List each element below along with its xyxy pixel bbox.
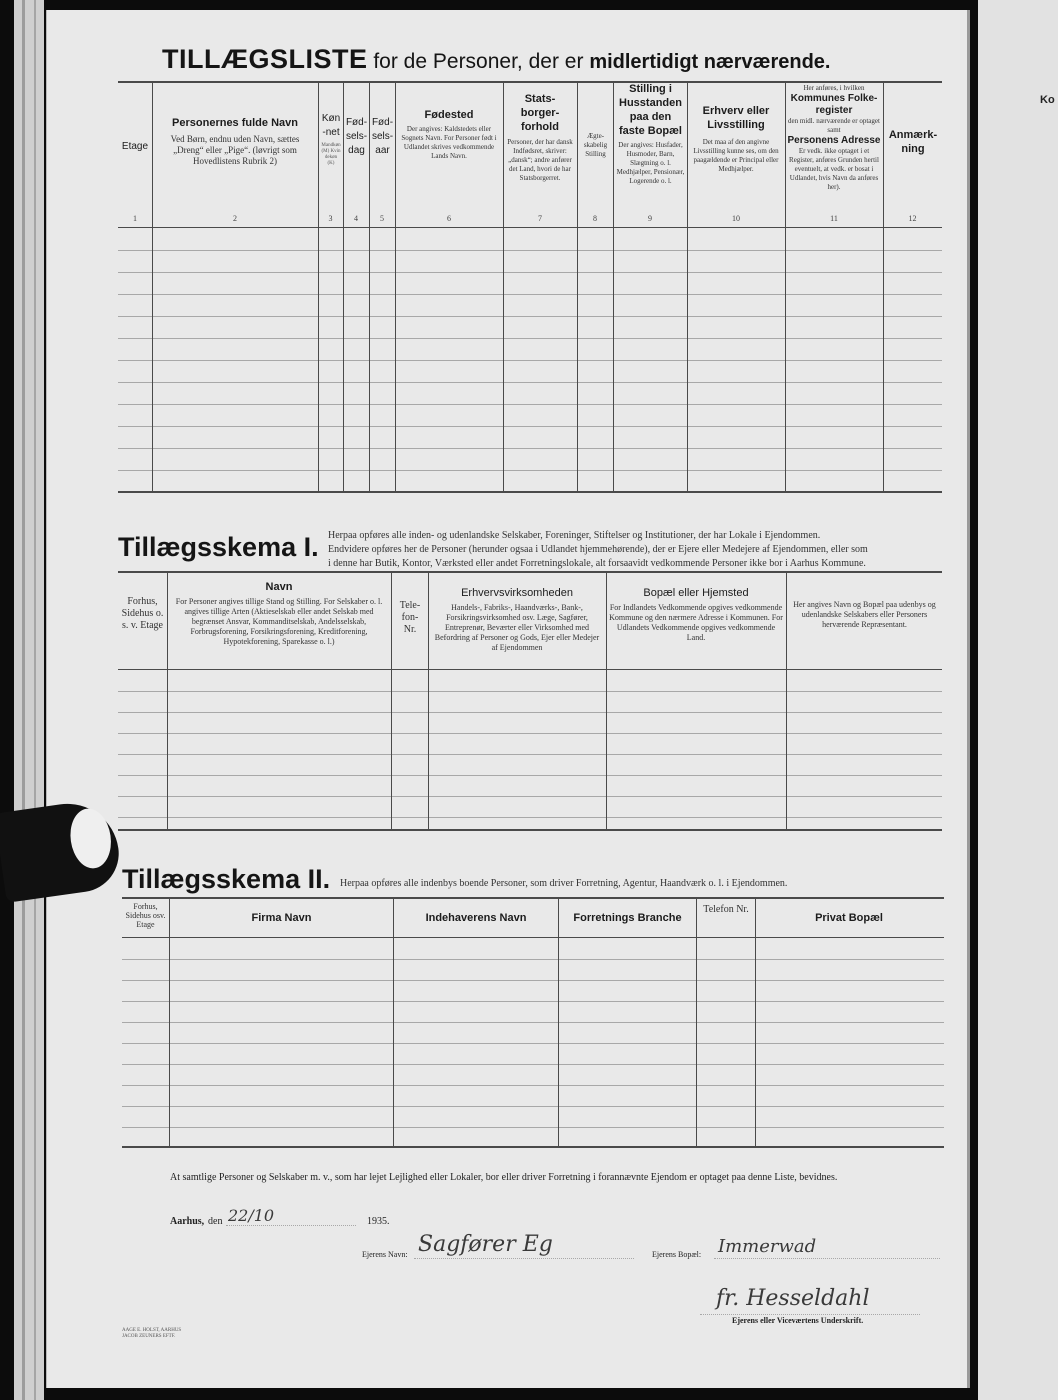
col-divider [883, 82, 884, 492]
table-row-line [118, 382, 942, 383]
col-divider [558, 898, 559, 1147]
title-main: TILLÆGSLISTE [162, 44, 368, 74]
owner-name-line [414, 1258, 634, 1259]
skema2-col-indehaver: Indehaverens Navn [425, 912, 527, 924]
right-page-fragment [978, 0, 1058, 1400]
skema2-description: Herpaa opføres alle indenbys boende Personer, som driver Forretning, Agentur, Haandværk o. l. i Ejendommen. [340, 878, 788, 889]
col-number: 11 [830, 214, 838, 223]
table-rule [118, 227, 942, 228]
table-row-line [122, 1001, 944, 1002]
col-divider [167, 572, 168, 830]
skema1-col-repraesentant: Her angives Navn og Bopæl paa udenbys og udenlandske Selskabers eller Personers herværende Repræsentant. [793, 600, 936, 629]
owner-address-line [714, 1258, 940, 1259]
col-divider [152, 82, 153, 492]
table-row-line [118, 338, 942, 339]
col-divider [687, 82, 688, 492]
table-rule [122, 897, 944, 899]
col-number: 9 [648, 214, 652, 223]
city-label: Aarhus, [170, 1216, 205, 1227]
table-row-line [118, 316, 942, 317]
skema1-col-etage: Forhus, Sidehus o. s. v. Etage [121, 596, 164, 631]
table-row-line [118, 448, 942, 449]
col-header-foedselsaar: Fød-sels-aar [371, 117, 394, 156]
col-header-stilling: Stilling i Husstanden paa den faste Bopæl Der angives: Husfader, Husmoder, Barn, Slægtning o. l. Medhjælper, Pensionær, Logerende o. l. [616, 83, 685, 185]
table-row-line [122, 1106, 944, 1107]
signature-label: Ejerens eller Viceværtens Underskrift. [732, 1316, 864, 1325]
col-number: 12 [908, 214, 917, 223]
col-number: 7 [538, 214, 542, 223]
year-label: 1935. [367, 1216, 390, 1227]
page-title [162, 44, 830, 75]
table-row-line [118, 426, 942, 427]
table-row-line [118, 691, 942, 692]
table-row-line [118, 817, 942, 818]
col-header-folkeregister: Her anføres, i hvilken Kommunes Folke-register den midl. nærværende er optaget samt Personens Adresse Er vedk. ikke optaget i et Register, anføres Grunden hertil eventuelt, at vedk. er bosat i Udlandet, hvis Navn da anføres her). [787, 84, 881, 191]
owner-address-handwritten: Immerwad [718, 1236, 817, 1257]
skema2-col-etage: Forhus, Sidehus osv. Etage [125, 902, 166, 929]
skema1-col-telefon: Tele-fon-Nr. [399, 600, 421, 635]
col-header-aegteskab: Ægte-skabelig Stilling [583, 132, 608, 158]
right-page-text: Ko [1040, 94, 1055, 106]
table-row-line [122, 1085, 944, 1086]
table-row-line [118, 754, 942, 755]
table-rule [122, 937, 944, 938]
skema2-col-privat-bopael: Privat Bopæl [815, 912, 883, 924]
col-header-statsborger: Stats-borger-forhold Personer, der har dansk Indfødsret, skriver: „dansk“; andre anfører det Land, hvori de har Statsborgerret. [507, 93, 573, 182]
table-row-line [118, 272, 942, 273]
table-row-line [122, 1022, 944, 1023]
table-row-line [122, 1127, 944, 1128]
col-divider [393, 898, 394, 1147]
title-bold: midlertidigt nærværende. [589, 51, 831, 73]
table-row-line [122, 1043, 944, 1044]
col-header-koen: Køn-net Mandkøn (M) Kvindekøn (K) [321, 113, 341, 166]
skema1-col-bopael: Bopæl eller Hjemsted For Indlandets Vedkommende opgives vedkommende Kommune og den nærmere Adresse i Kommunen. For Udlandets Vedkommende opgives vedkommende Land. [609, 587, 783, 642]
table-row-line [118, 294, 942, 295]
skema1-title: Tillægsskema I. [118, 532, 319, 562]
skema2-col-branche: Forretnings Branche [573, 912, 682, 924]
table-row-line [118, 250, 942, 251]
col-number: 8 [593, 214, 597, 223]
owner-name-handwritten: Sagfører Eg [418, 1232, 553, 1257]
table-rule [122, 1146, 944, 1148]
col-divider [503, 82, 504, 492]
table-row-line [118, 470, 942, 471]
den-label: den [208, 1216, 223, 1227]
page-stack-line [22, 0, 25, 1400]
table-rule [118, 829, 942, 831]
col-divider [428, 572, 429, 830]
printer-imprint: AAGE E. HOLST, AARHUS JACOB ZEUNERS EFTF. [122, 1328, 182, 1339]
col-number: 2 [233, 214, 237, 223]
skema1-col-navn: Navn For Personer angives tillige Stand og Stilling. For Selskaber o. l. angives tillige Arten (Aktieselskab eller andet Selskab med begrænset Ansvar, Kommanditselskab, Andelsselskab, Forbrugsforening, Forsikringsforening, Kreditforening, Hypotekforening, Sparekasse o. l.) [175, 581, 383, 646]
col-number: 6 [447, 214, 451, 223]
page-stack-edge [14, 0, 44, 1400]
skema1-description: Herpaa opføres alle inden- og udenlandske Selskaber, Foreninger, Stiftelser og Institutioner, der har Lokale i Ejendommen. Endvidere opføres her de Personer (herunder ogsaa i Udlandet hjemmehørende), der er Ejere eller Medejere af Ejendommen, eller som i denne har Butik, Kontor, Værksted eller andet Forretningslokale, alt forsaavidt vedkommende Personer ikke bor i Aarhus Kommune. [328, 530, 868, 569]
page-stack-line [34, 0, 36, 1400]
col-header-etage: Etage [121, 141, 149, 152]
signature-line [700, 1314, 920, 1315]
date-handwritten: 22/10 [228, 1206, 275, 1225]
col-number: 4 [354, 214, 358, 223]
col-header-anmaerkning: Anmærk-ning [888, 129, 938, 155]
col-divider [785, 82, 786, 492]
table-row-line [118, 404, 942, 405]
table-row-line [118, 360, 942, 361]
table-rule [118, 491, 942, 493]
skema2-title: Tillægsskema II. [122, 864, 331, 894]
col-divider [395, 82, 396, 492]
col-header-erhverv: Erhverv eller Livsstilling Det maa af den angivne Livsstilling kunne ses, om den paagældende er Principal eller Medhjælper. [693, 105, 779, 173]
table-rule [118, 81, 942, 83]
table-row-line [118, 775, 942, 776]
signature-handwritten: fr. Hesseldahl [716, 1286, 870, 1311]
table-row-line [118, 712, 942, 713]
col-header-foedested: Fødested Der angives: Kaldstedets eller Sognets Navn. For Personer født i Udlandet skrives vedkommende Lands Navn. [401, 109, 497, 160]
col-divider [755, 898, 756, 1147]
col-number: 5 [380, 214, 384, 223]
date-line [226, 1225, 356, 1226]
table-row-line [122, 980, 944, 981]
col-divider [696, 898, 697, 1147]
title-mid: for de Personer, der er [373, 50, 584, 73]
col-number: 1 [133, 214, 137, 223]
col-number: 3 [328, 214, 333, 223]
table-row-line [118, 733, 942, 734]
col-divider [786, 572, 787, 830]
owner-address-label: Ejerens Bopæl: [652, 1250, 702, 1259]
col-divider [169, 898, 170, 1147]
skema2-col-telefon: Telefon Nr. [703, 904, 749, 915]
col-header-navn: Personernes fulde Navn Ved Børn, endnu uden Navn, sættes „Dreng“ eller „Pige“. (løvrigt som Hovedlistens Rubrik 2) [170, 117, 300, 166]
table-row-line [122, 959, 944, 960]
skema1-col-erhverv: Erhvervsvirksomheden Handels-, Fabriks-, Haandværks-, Bank-, Forsikringsvirksomhed osv. Læge, Sagfører, Entreprenør, Beværter eller Virksomhed med Befordring af Personer og Gods, Ejer eller Medejer af Ejendommen [434, 587, 600, 652]
col-header-foedselsdag: Fød-sels-dag [345, 117, 368, 156]
declaration-text: At samtlige Personer og Selskaber m. v., som har lejet Lejlighed eller Lokaler, bor eller driver Forretning i forannævnte Ejendom er optaget paa denne Liste, bevidnes. [170, 1172, 838, 1183]
owner-name-label: Ejerens Navn: [362, 1250, 408, 1259]
skema2-col-firma: Firma Navn [251, 912, 312, 924]
table-row-line [122, 1064, 944, 1065]
col-divider [606, 572, 607, 830]
table-rule [118, 571, 942, 573]
table-row-line [118, 796, 942, 797]
col-number: 10 [732, 214, 740, 223]
table-rule [118, 669, 942, 670]
